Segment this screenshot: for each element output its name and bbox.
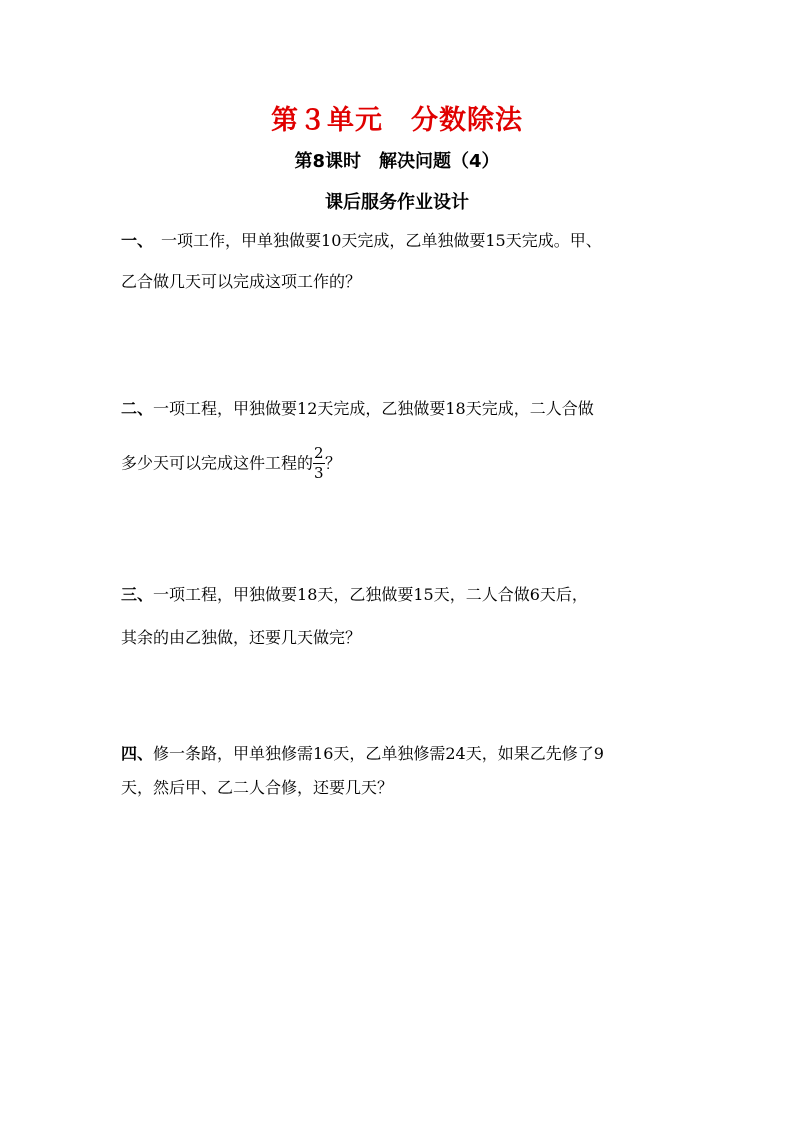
question-1-text-2: 乙合做几天可以完成这项工作的？ xyxy=(121,272,362,291)
question-4-line-1 xyxy=(121,745,681,763)
question-2-line-2 xyxy=(121,446,681,482)
section-heading: 课后服务作业设计 xyxy=(325,192,469,213)
question-2-number: 二、 xyxy=(121,399,154,418)
question-3-text-1: 一项工程，甲独做要18天，乙独做要15天，二人合做6天后， xyxy=(153,585,588,604)
fraction-two-thirds xyxy=(313,446,325,482)
unit-title: 第３单元 分数除法 xyxy=(271,105,523,136)
question-3-line-2 xyxy=(121,629,681,647)
question-1-number: 一、 xyxy=(121,231,146,250)
question-3-line-1 xyxy=(121,586,681,604)
question-2-text-1: 一项工程，甲独做要12天完成，乙独做要18天完成，二人合做 xyxy=(153,399,594,418)
question-2-line-1 xyxy=(121,400,681,418)
question-2-text-3: ？ xyxy=(325,453,342,473)
question-4-text-1: 修一条路，甲单独修需16天，乙单独修需24天，如果乙先修了9 xyxy=(153,744,604,763)
question-4-line-2 xyxy=(121,779,681,797)
question-4-number: 四、 xyxy=(121,744,154,763)
question-1-line-1 xyxy=(121,232,681,250)
question-3-text-2: 其余的由乙独做，还要几天做完？ xyxy=(121,628,362,647)
question-1-line-2 xyxy=(121,273,681,291)
question-2-text-2: 多少天可以完成这件工程的 xyxy=(121,453,314,473)
question-3-number: 三、 xyxy=(121,585,154,604)
fraction-denominator: 3 xyxy=(314,464,324,482)
question-4-text-2: 天，然后甲、乙二人合修，还要几天？ xyxy=(121,778,394,797)
lesson-subtitle: 第8课时 解决问题（4） xyxy=(294,151,500,172)
fraction-numerator: 2 xyxy=(314,444,324,462)
question-1-text-1: 一项工作，甲单独做要10天完成，乙单独做要15天完成。甲、 xyxy=(145,231,602,250)
